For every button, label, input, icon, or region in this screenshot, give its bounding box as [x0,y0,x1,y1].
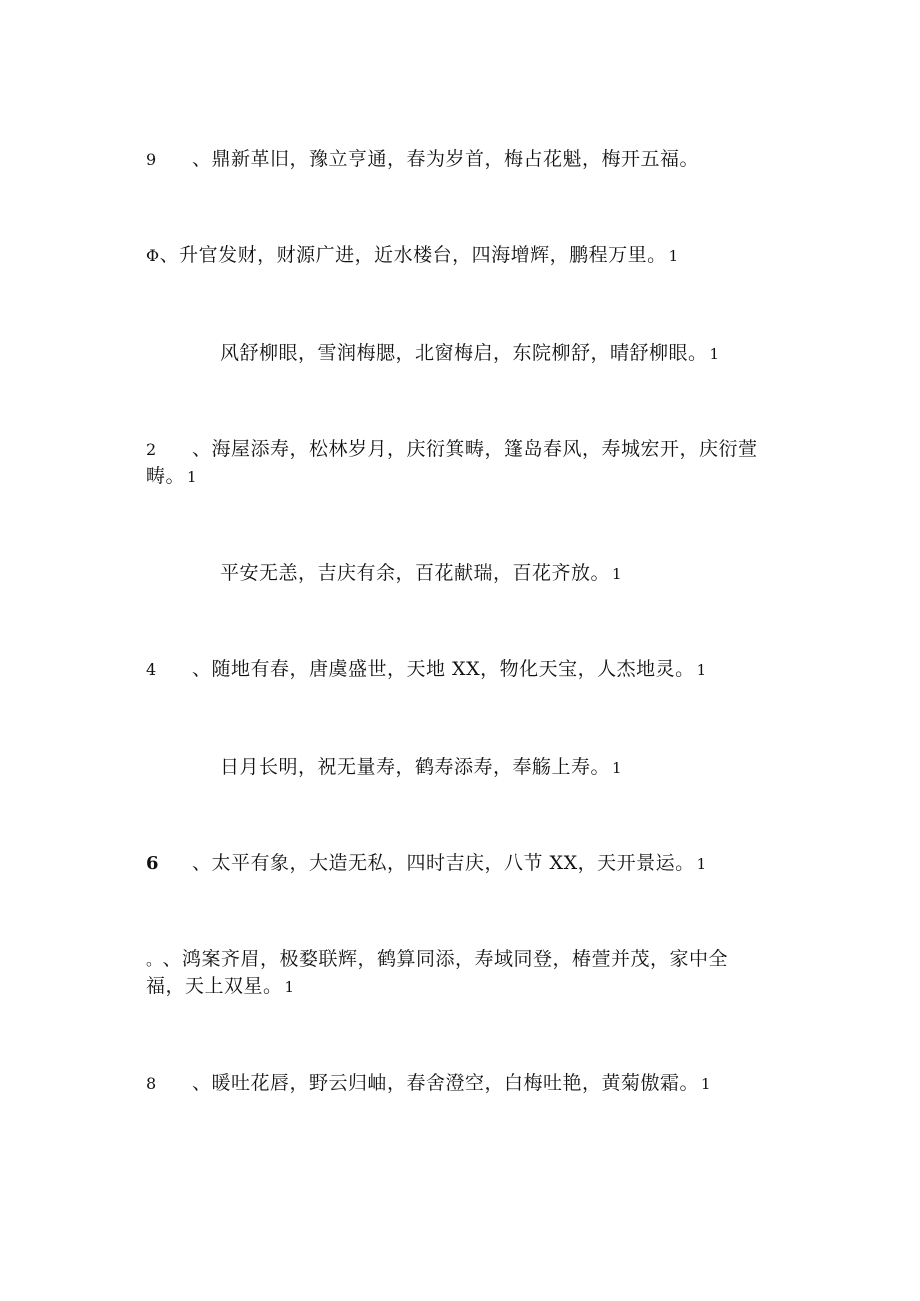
item-text: 、随地有春，唐虞盛世，天地 XX，物化天宝，人杰地灵。 [192,658,695,680]
item-number: 9 [146,150,157,169]
footnote-marker: 1 [696,855,707,873]
item-text: 、太平有象，大造无私，四时吉庆，八节 XX，天开景运。 [192,852,695,874]
footnote-marker: 1 [696,661,707,679]
list-item [220,560,860,588]
item-text: 平安无恙，吉庆有余，百花献瑞，百花齐放。 [220,562,611,584]
footnote-marker: 1 [709,345,720,363]
list-item [146,146,786,173]
list-item [220,754,860,782]
item-number: 6 [146,853,160,874]
item-text: 、升官发财，财源广进，近水楼台，四海增辉，鹏程万里。 [159,244,667,266]
item-number: 2 [146,440,157,459]
footnote-marker: 1 [284,978,295,996]
list-item [146,946,758,1001]
item-number: 。 [146,950,163,969]
list-item [146,242,786,270]
footnote-marker: 1 [612,565,623,583]
list-item [146,850,786,878]
footnote-marker: 1 [701,1075,712,1093]
item-number: 4 [146,660,157,679]
footnote-marker: 1 [612,759,623,777]
list-item [146,656,786,684]
item-number: Φ [146,246,160,265]
item-number: 8 [146,1074,157,1093]
list-item [146,1070,786,1098]
item-text: 、暖吐花唇，野云归岫，春舍澄空，白梅吐艳，黄菊傲霜。 [192,1072,700,1094]
item-text: 日月长明，祝无量寿，鹤寿添寿，奉觞上寿。 [220,756,611,778]
item-text: 、鼎新革旧，豫立亨通，春为岁首，梅占花魁，梅开五福。 [192,148,700,170]
item-text: 、海屋添寿，松林岁月，庆衍箕畴，篷岛春风，寿城宏开，庆衍萱畴。 [146,438,758,487]
item-text: 、鸿案齐眉，极婺联辉，鹤算同添，寿域同登，椿萱并茂，家中全福，天上双星。 [146,948,729,997]
footnote-marker: 1 [187,468,198,486]
item-text: 风舒柳眼，雪润梅腮，北窗梅启，东院柳舒，晴舒柳眼。 [220,342,708,364]
list-item [220,340,860,368]
footnote-marker: 1 [668,247,679,265]
list-item [146,436,782,491]
